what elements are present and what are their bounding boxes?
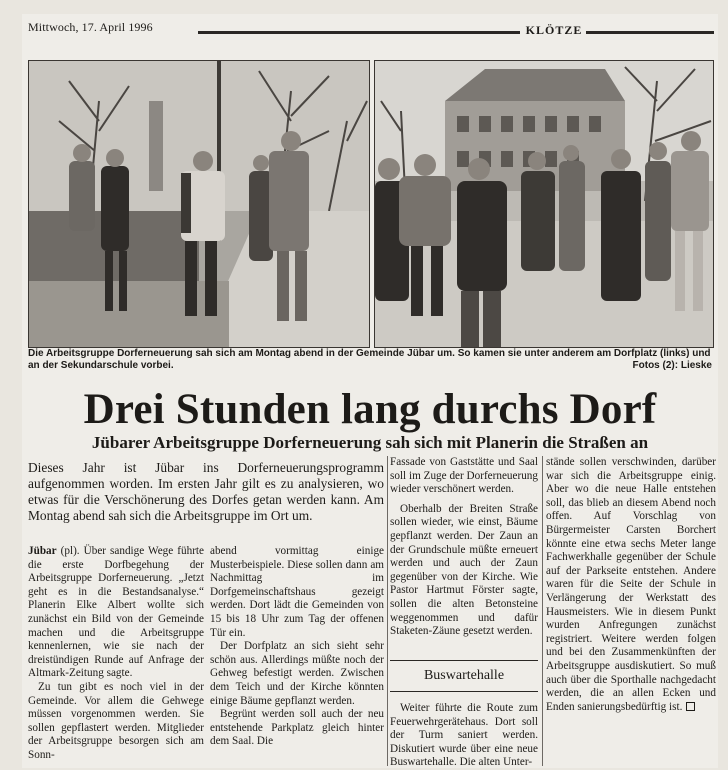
paragraph: Weiter führte die Route zum Feuerwehrgerätehaus. Dort soll der Turm saniert werden. Diskutiert wurde über eine neue Buswartehalle. Die alten Unter-	[390, 702, 538, 769]
paragraph: Jübar (pl). Über sandige Wege führte die erste Dorfbegehung der Arbeitsgruppe Dorferneuerung. „Jetzt geht es in die Bestandsanalyse.“ Planerin Elke Albert wollte sich zunächst ein Bild von der Gemeinde machen und die Arbeitsgruppe kennenlernen, wie sie nach der dreistündigen Runde auf Anfrage der Altmark-Zeitung sagte.	[28, 545, 204, 680]
article-column-1	[28, 545, 204, 763]
article-column-4	[546, 456, 716, 714]
paragraph: Oberhalb der Breiten Straße sollen wieder, wie einst, Bäume gepflanzt werden. Der Zaun an der Grundschule müßte erneuert werden und auch der Zaun gegenüber von der Kirche. Wie Pastor Hartmut Förster sagte, sollen die alten Betonsteine weggenommen und dafür Staketen-Zäune gesetzt werden.	[390, 502, 538, 638]
photo-credit: Fotos (2): Lieske	[632, 360, 712, 371]
paragraph: stände sollen verschwinden, darüber war sich die Arbeitsgruppe einig. Aber wo die neue Halle entstehen soll, das blieb an diesem Abend noch offen. Auf Vorschlag von Bürgermeister Carsten Borchert könnte eine etwa sechs Meter lange Fachwerkhalle gegenüber der Schule auf der Parkseite entstehen. Andere waren für die Seite der Schule in Verlängerung der Werkstatt des Hausmeisters. Wie in diesem Punkt wurden Anfregungen zunächst registriert. Weitere werden folgen und bei den Zusammenkünften der Arbeitsgruppe ausdiskutiert. So muß auch über die Sporthalle nachgedacht werden, die an allen Ecken und Enden sanierungsbedürftig ist.	[546, 456, 716, 713]
column-divider	[387, 456, 388, 766]
header-rule-left	[198, 31, 520, 34]
subsection-heading: Buswartehalle	[390, 660, 538, 692]
newspaper-page	[22, 14, 718, 768]
paragraph: Fassade von Gaststätte und Saal soll im Zuge der Dorferneuerung wieder verschönert werden.	[390, 456, 538, 496]
photo-caption	[28, 348, 714, 372]
article-column-3	[390, 456, 538, 639]
article-headline: Drei Stunden lang durchs Dorf	[83, 386, 657, 433]
article-lead: Dieses Jahr ist Jübar ins Dorferneuerungsprogramm aufgenommen worden. Im ersten Jahr gilt es zu analysieren, wo etwas für die Verschönerung des Dorfes getan werden kann. Am Montag abend sah sich die Arbeitsgruppe im Ort um.	[28, 460, 384, 523]
paragraph: Der Dorfplatz an sich sieht sehr schön aus. Allerdings müßte noch der Gehweg befestigt werden. Zwischen dem Teich und der Kirche könnten einige Bäume gepflanzt werden.	[210, 640, 384, 707]
article-column-2	[210, 545, 384, 749]
paragraph: abend vormittag einige Musterbeispiele. Diese sollen dann am Nachmittag im Dorfgemeinschaftshaus gezeigt werden. Dort lädt die Gemeinden von 15 bis 18 Uhr zum Tag der offenen Tür ein.	[210, 545, 384, 639]
header-rule-right	[586, 31, 714, 34]
column-divider	[542, 456, 543, 766]
article-subheadline: Jübarer Arbeitsgruppe Dorferneuerung sah sich mit Planerin die Straßen an	[91, 433, 649, 452]
issue-date: Mittwoch, 17. April 1996	[28, 20, 153, 34]
photo-dorfplatz	[28, 60, 370, 348]
article-column-3-continued	[390, 702, 538, 770]
end-of-article-mark	[686, 702, 695, 711]
dateline: Jübar	[28, 545, 57, 557]
caption-text: Die Arbeitsgruppe Dorferneuerung sah sich am Montag abend in der Gemeinde Jübar um. So kamen sie unter anderem am Dorfplatz (links) und an der Sekundarschule vorbei.	[28, 348, 711, 371]
section-name: KLÖTZE	[525, 23, 583, 37]
paragraph: Zu tun gibt es noch viel in der Gemeinde. Vor allem die Gehwege müssen vorgenommen werden. Sie sollen gepflastert werden. Mitglieder der Arbeitsgruppe besorgen sich am Sonn-	[28, 680, 204, 761]
photo-sekundarschule	[374, 60, 714, 348]
paragraph: Begrünt werden soll auch der neu entstehende Parkplatz gleich hinter dem Saal. Die	[210, 708, 384, 748]
